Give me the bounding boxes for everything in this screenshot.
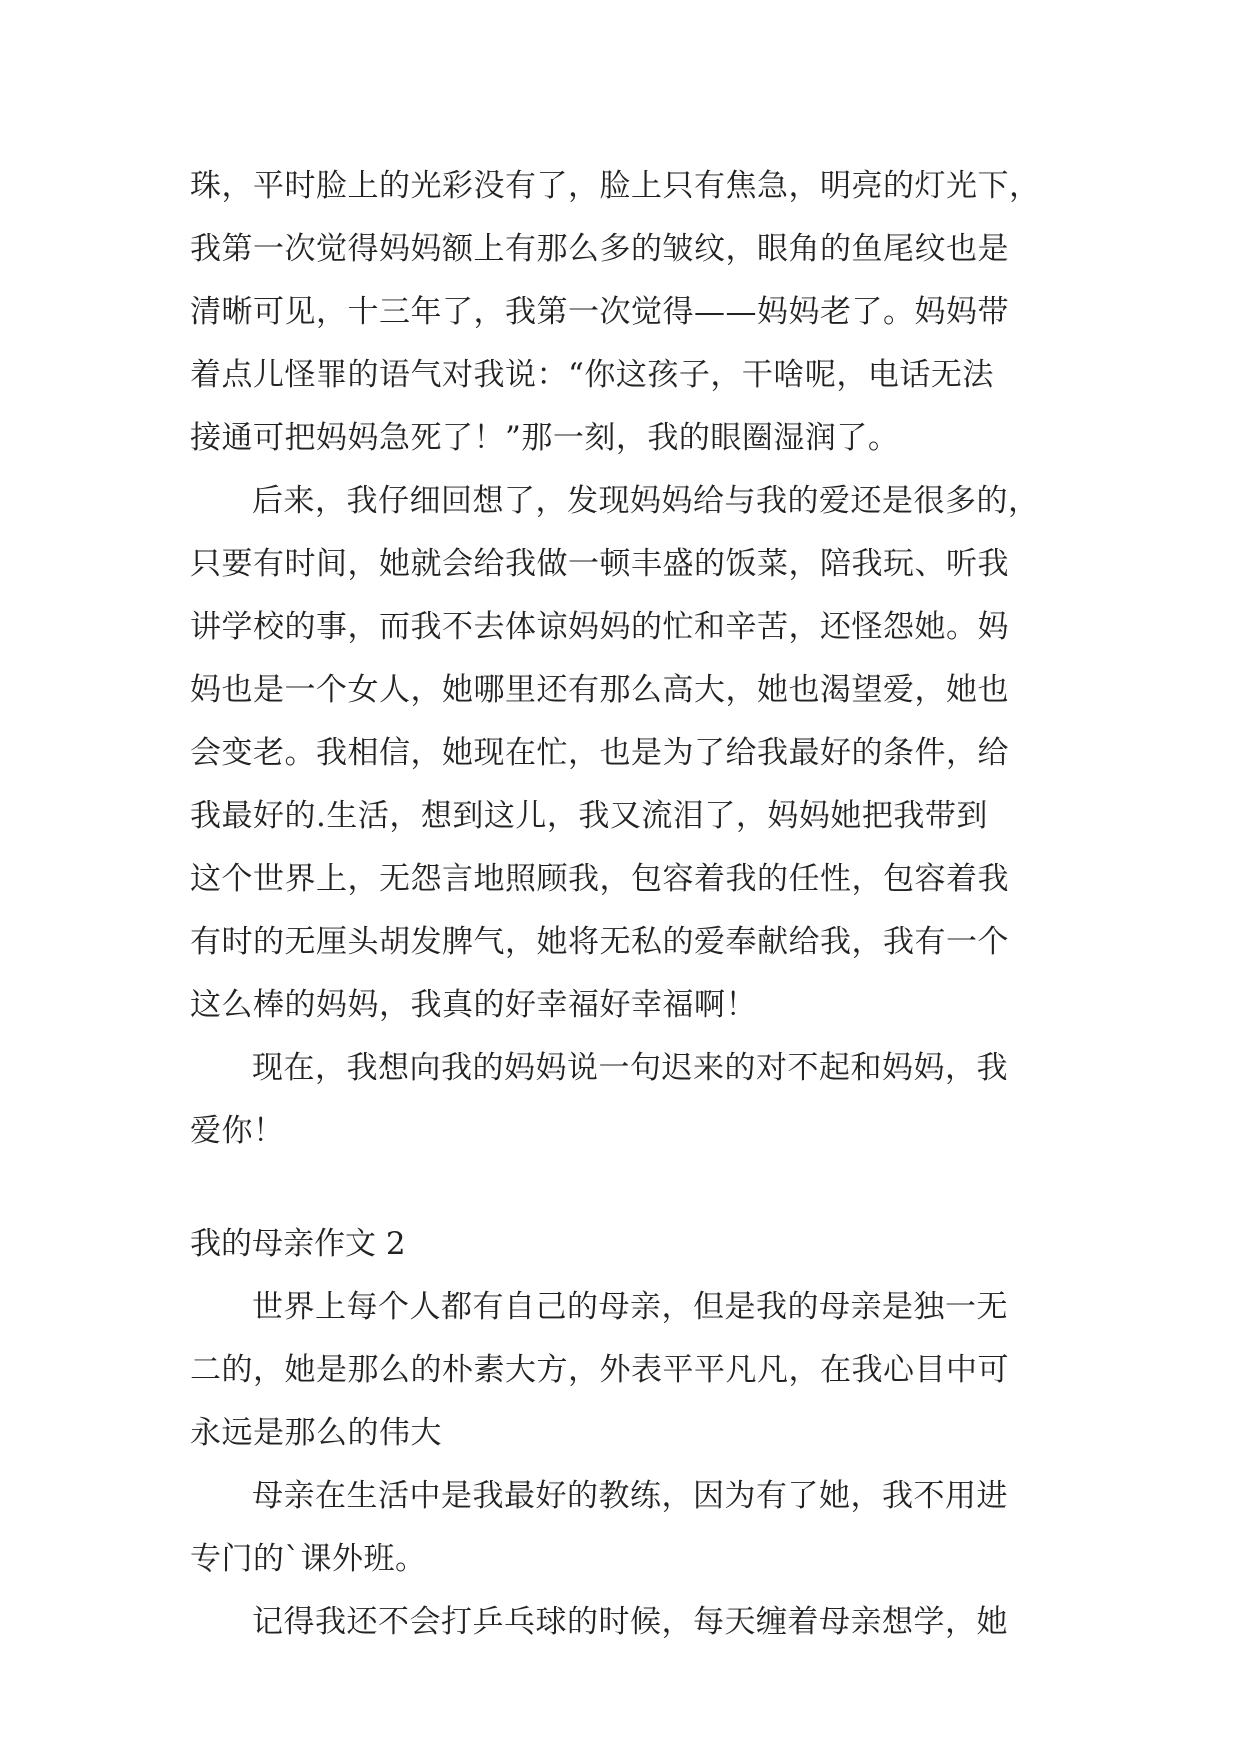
paragraph-line: 世界上每个人都有自己的母亲，但是我的母亲是独一无 — [252, 1289, 1008, 1325]
paragraph-line: 专门的`课外班。 — [190, 1541, 427, 1577]
paragraph-line: 二的，她是那么的朴素大方，外表平平凡凡，在我心目中可 — [190, 1352, 1009, 1388]
paragraph — [190, 470, 1050, 1037]
paragraph-line: 这个世界上，无怨言地照顾我，包容着我的任性，包容着我 — [190, 861, 1009, 897]
paragraph-line: 接通可把妈妈急死了！”那一刻，我的眼圈湿润了。 — [190, 420, 900, 456]
section-heading: 我的母亲作文 2 — [190, 1226, 406, 1262]
paragraph — [190, 1276, 1050, 1465]
paragraph — [190, 1591, 1050, 1654]
paragraph-line: 妈也是一个女人，她哪里还有那么高大，她也渴望爱，她也 — [190, 672, 1009, 708]
paragraph — [190, 1465, 1050, 1591]
paragraph-line: 记得我还不会打乒乓球的时候，每天缠着母亲想学，她 — [252, 1604, 1008, 1640]
paragraph-line: 这么棒的妈妈，我真的好幸福好幸福啊！ — [190, 987, 757, 1023]
paragraph — [190, 155, 1050, 470]
section-spacer — [190, 1163, 1050, 1213]
paragraph-line: 只要有时间，她就会给我做一顿丰盛的饭菜，陪我玩、听我 — [190, 546, 1009, 582]
paragraph-line: 讲学校的事，而我不去体谅妈妈的忙和辛苦，还怪怨她。妈 — [190, 609, 1009, 645]
paragraph-line: 我最好的.生活，想到这儿，我又流泪了，妈妈她把我带到 — [190, 798, 988, 834]
paragraph-line: 母亲在生活中是我最好的教练，因为有了她，我不用进 — [252, 1478, 1008, 1514]
paragraph-line: 会变老。我相信，她现在忙，也是为了给我最好的条件，给 — [190, 735, 1009, 771]
document-page — [190, 155, 1050, 1654]
paragraph-line: 爱你！ — [190, 1113, 285, 1149]
paragraph-line: 永远是那么的伟大 — [190, 1415, 442, 1451]
paragraph-line: 我第一次觉得妈妈额上有那么多的皱纹，眼角的鱼尾纹也是 — [190, 231, 1009, 267]
paragraph-line: 现在，我想向我的妈妈说一句迟来的对不起和妈妈，我 — [252, 1050, 1008, 1086]
paragraph-line: 有时的无厘头胡发脾气，她将无私的爱奉献给我，我有一个 — [190, 924, 1009, 960]
paragraph-line: 后来，我仔细回想了，发现妈妈给与我的爱还是很多的， — [252, 483, 1040, 519]
paragraph-line: 珠，平时脸上的光彩没有了，脸上只有焦急，明亮的灯光下， — [190, 168, 1041, 204]
paragraph-line: 清晰可见，十三年了，我第一次觉得——妈妈老了。妈妈带 — [190, 294, 1009, 330]
paragraph — [190, 1037, 1050, 1163]
paragraph-line: 着点儿怪罪的语气对我说：“你这孩子，干啥呢，电话无法 — [190, 357, 994, 393]
